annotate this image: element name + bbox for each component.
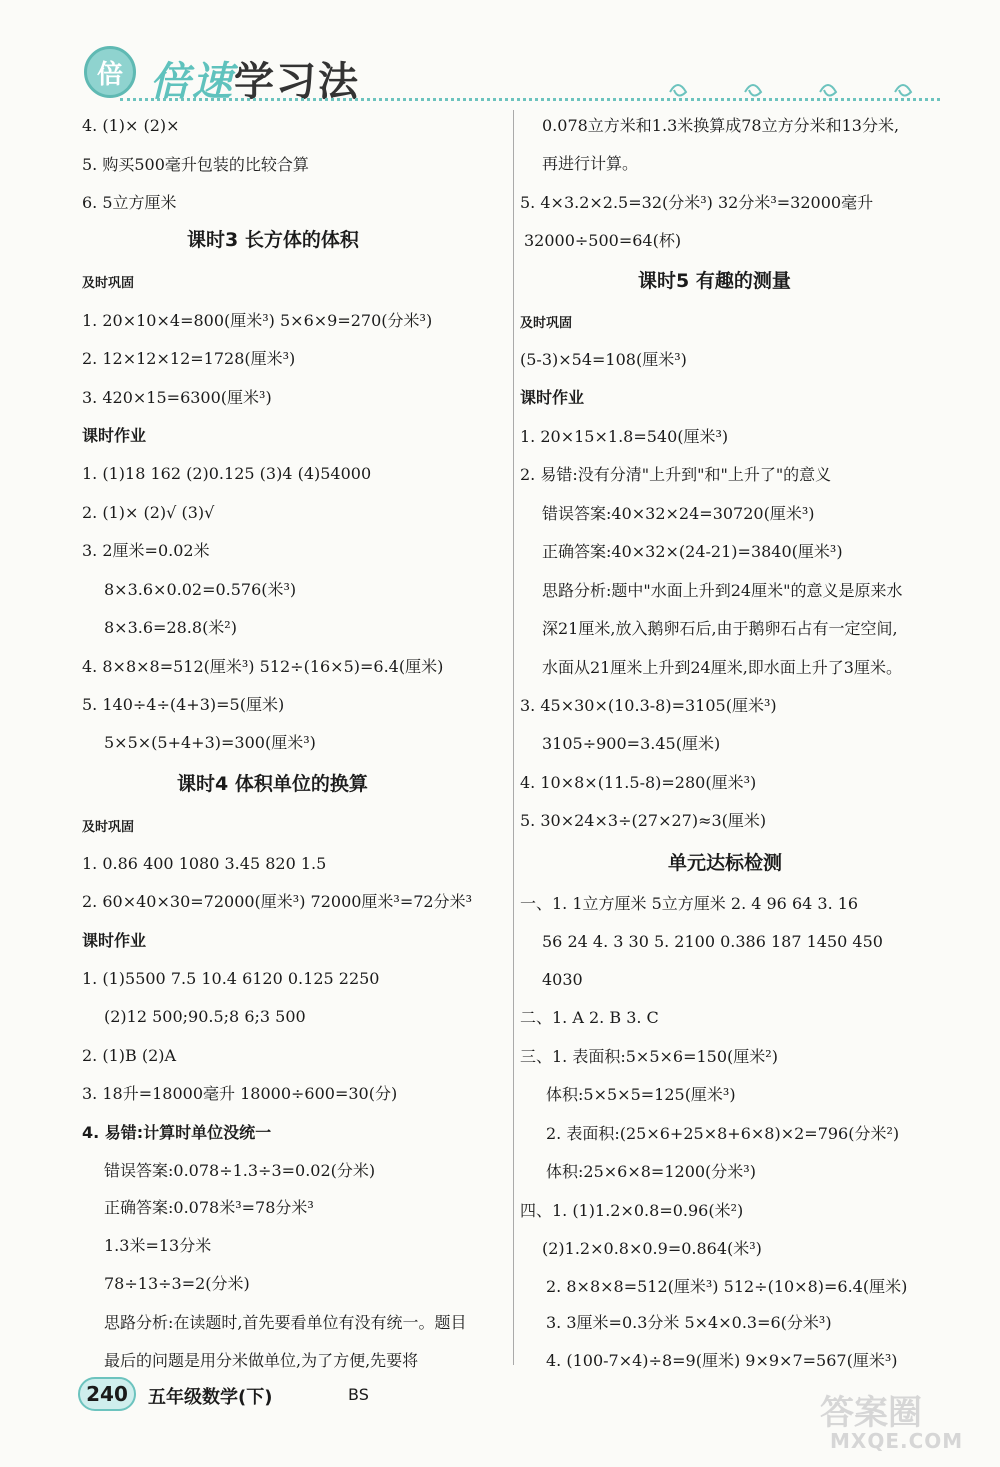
answer-line: 最后的问题是用分米做单位,为了方便,先要将: [104, 1351, 419, 1370]
answer-line: 1. 0.86 400 1080 3.45 820 1.5: [82, 854, 327, 873]
answer-line: 2. 60×40×30=72000(厘米³) 72000厘米³=72分米³: [82, 892, 473, 911]
brand-title-a: 倍速: [150, 59, 234, 105]
answer-line: (2)12 500;90.5;8 6;3 500: [104, 1007, 306, 1026]
answer-line: 3. 18升=18000毫升 18000÷600=30(分): [82, 1084, 398, 1103]
brand-title-b: 学习法: [234, 59, 360, 105]
book-title: 五年级数学(下): [148, 1387, 273, 1408]
answer-line: 二、1. A 2. B 3. C: [520, 1008, 659, 1027]
answer-line: 32000÷500=64(杯): [524, 231, 682, 250]
answer-line: (5-3)×54=108(厘米³): [520, 350, 687, 369]
answer-line: 思路分析:在读题时,首先要看单位有没有统一。题目: [104, 1313, 467, 1332]
answer-line: 1. (1)5500 7.5 10.4 6120 0.125 2250: [82, 969, 380, 988]
answer-line: 体积:25×6×8=1200(分米³): [546, 1162, 756, 1181]
answer-line: 1. 20×15×1.8=540(厘米³): [520, 427, 729, 446]
answer-line: 5. 购买500毫升包装的比较合算: [82, 155, 309, 174]
answer-line: 4. 10×8×(11.5-8)=280(厘米³): [520, 773, 757, 792]
answer-line: 正确答案:40×32×(24-21)=3840(厘米³): [542, 542, 843, 561]
answer-line: 2. (1)× (2)√ (3)√: [82, 503, 215, 522]
answer-line: 及时巩固: [520, 316, 573, 331]
answer-line: 2. 12×12×12=1728(厘米³): [82, 349, 296, 368]
answer-line: 思路分析:题中"水面上升到24厘米"的意义是原来水: [542, 581, 903, 600]
answer-line: 4. 8×8×8=512(厘米³) 512÷(16×5)=6.4(厘米): [82, 657, 444, 676]
answer-line: 课时作业: [520, 388, 585, 407]
answer-line: 水面从21厘米上升到24厘米,即水面上升了3厘米。: [542, 658, 902, 677]
answer-line: 1. (1)18 162 (2)0.125 (3)4 (4)54000: [82, 464, 372, 483]
answer-line: 3. 3厘米=0.3分米 5×4×0.3=6(分米³): [546, 1313, 832, 1332]
answer-line: 一、1. 1立方厘米 5立方厘米 2. 4 96 64 3. 16: [520, 894, 859, 913]
answer-line: 3. 420×15=6300(厘米³): [82, 388, 272, 407]
answer-line: 5. 30×24×3÷(27×27)≈3(厘米): [520, 811, 767, 830]
answer-line: 1.3米=13分米: [104, 1236, 212, 1255]
answer-line: 4. 易错:计算时单位没统一: [82, 1123, 272, 1142]
answer-line: 56 24 4. 3 30 5. 2100 0.386 187 1450 450: [542, 932, 883, 951]
answer-line: 四、1. (1)1.2×0.8=0.96(米²): [520, 1201, 744, 1220]
answer-line: 3105÷900=3.45(厘米): [542, 734, 721, 753]
answer-line: 正确答案:0.078米³=78分米³: [104, 1198, 314, 1217]
answer-line: 及时巩固: [82, 820, 135, 835]
answer-line: 5. 140÷4÷(4+3)=5(厘米): [82, 695, 285, 714]
section-heading: 课时3 长方体的体积: [187, 229, 359, 251]
answer-line: (2)1.2×0.8×0.9=0.864(米³): [542, 1239, 762, 1258]
answer-line: 8×3.6=28.8(米²): [104, 618, 237, 637]
page-footer: [78, 1375, 478, 1415]
answer-line: 4. (1)× (2)×: [82, 116, 180, 135]
section-heading: 单元达标检测: [668, 852, 783, 874]
answer-line: 6. 5立方厘米: [82, 193, 177, 212]
answer-line: 课时作业: [82, 426, 147, 445]
column-divider: [513, 110, 514, 1365]
answer-line: 2. 易错:没有分清"上升到"和"上升了"的意义: [520, 465, 832, 484]
answer-line: 2. 8×8×8=512(厘米³) 512÷(10×8)=6.4(厘米): [546, 1277, 908, 1296]
answer-line: 78÷13÷3=2(分米): [104, 1274, 250, 1293]
answer-line: 体积:5×5×5=125(厘米³): [546, 1085, 736, 1104]
answer-line: 2. 表面积:(25×6+25×8+6×8)×2=796(分米²): [546, 1124, 900, 1143]
answer-line: 4030: [542, 970, 583, 989]
watermark-logo: [820, 1385, 990, 1455]
answer-line: 2. (1)B (2)A: [82, 1046, 177, 1065]
answer-line: 3. 2厘米=0.02米: [82, 541, 210, 560]
answer-line: 再进行计算。: [542, 154, 639, 173]
answer-line: 错误答案:0.078÷1.3÷3=0.02(分米): [104, 1161, 376, 1180]
answer-line: 5. 4×3.2×2.5=32(分米³) 32分米³=32000毫升: [520, 193, 874, 212]
answer-line: 及时巩固: [82, 276, 135, 291]
page-header: [0, 0, 1000, 110]
header-dotted-rule: [120, 98, 940, 101]
answer-line: 错误答案:40×32×24=30720(厘米³): [542, 504, 815, 523]
answer-line: 4. (100-7×4)÷8=9(厘米) 9×9×7=567(厘米³): [546, 1351, 898, 1370]
answer-line: 课时作业: [82, 931, 147, 950]
page-number: 240: [78, 1377, 136, 1411]
answer-line: 0.078立方米和1.3米换算成78立方分米和13分米,: [542, 116, 900, 135]
answer-line: 8×3.6×0.02=0.576(米³): [104, 580, 297, 599]
book-logo-icon: 倍: [84, 46, 136, 98]
answer-line: 5×5×(5+4+3)=300(厘米³): [104, 733, 316, 752]
watermark-text: 答案圈: [820, 1393, 922, 1433]
edition-label: BS: [348, 1385, 369, 1404]
watermark-url: MXQE.COM: [830, 1429, 964, 1453]
section-heading: 课时4 体积单位的换算: [177, 773, 368, 795]
answer-line: 三、1. 表面积:5×5×6=150(厘米²): [520, 1047, 778, 1066]
answer-line: 3. 45×30×(10.3-8)=3105(厘米³): [520, 696, 777, 715]
answer-line: 1. 20×10×4=800(厘米³) 5×6×9=270(分米³): [82, 311, 433, 330]
answer-line: 深21厘米,放入鹅卵石后,由于鹅卵石占有一定空间,: [542, 619, 898, 638]
section-heading: 课时5 有趣的测量: [638, 270, 791, 292]
